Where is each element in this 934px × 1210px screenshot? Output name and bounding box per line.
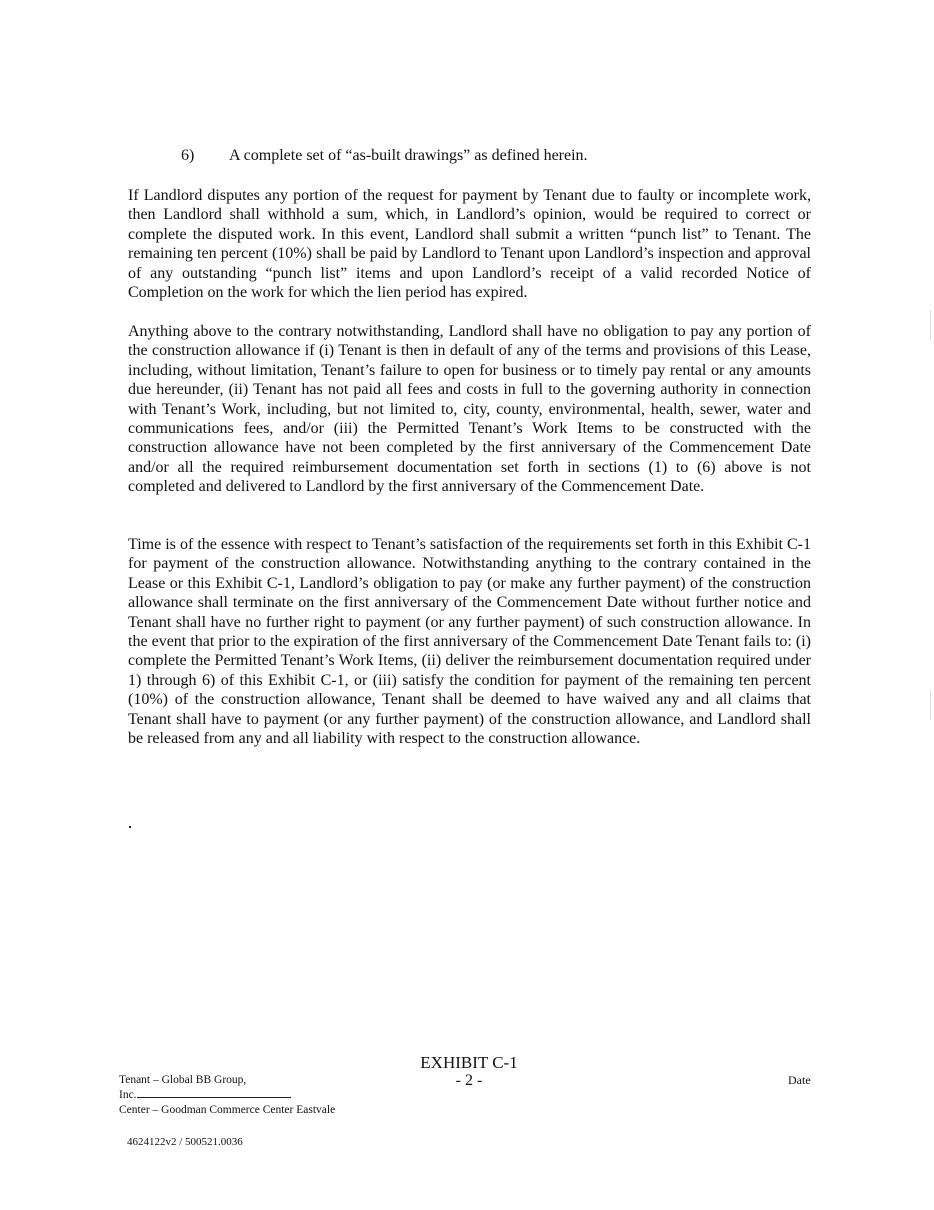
center-line: Center – Goodman Commerce Center Eastvale <box>119 1103 336 1116</box>
page-number: - 2 - <box>455 1072 483 1089</box>
scan-artifact <box>930 690 931 720</box>
paragraph-time-of-essence: Time is of the essence with respect to Tenant’s satisfaction of the requirements set forth in this Exhibit C-1 for payment of the construction allowance. Notwithstanding anything to the contrary contained in the Lease or this Exhibit C-1, Landlord’s obligation to pay (or make any further payment) of the construction allowance shall terminate on the first anniversary of the Commencement Date without further notice and Tenant shall have no further right to payment (or any further payment) of such construction allowance. In the event that prior to the expiration of the first anniversary of the Commencement Date Tenant fails to: (i) complete the Permitted Tenant’s Work Items, (ii) deliver the reimbursement documentation required under 1) through 6) of this Exhibit C-1, or (iii) satisfy the condition for payment of the remaining ten percent (10%) of the construction allowance, Tenant shall be deemed to have waived any and all claims that Tenant shall have to payment (or any further payment) of the construction allowance, and Landlord shall be released from any and all liability with respect to the construction allowance. <box>128 536 811 748</box>
stray-mark <box>129 826 131 828</box>
list-item-text: A complete set of “as-built drawings” as defined herein. <box>229 147 588 164</box>
exhibit-title: EXHIBIT C-1 <box>420 1053 518 1072</box>
tenant-inc: Inc. <box>119 1089 137 1102</box>
list-item-6 <box>181 146 588 165</box>
footer-tenant-info <box>119 1073 335 1117</box>
document-id: 4624122v2 / 500521.0036 <box>127 1136 243 1148</box>
paragraph-no-obligation: Anything above to the contrary notwithstanding, Landlord shall have no obligation to pay any portion of the construction allowance if (i) Tenant is then in default of any of the terms and provisions of this Lease, including, without limitation, Tenant’s failure to open for business or to timely pay rental or any amounts due hereunder, (ii) Tenant has not paid all fees and costs in full to the governing authority in connection with Tenant’s Work, including, but not limited to, city, county, environmental, health, sewer, water and communications fees, and/or (iii) the Permitted Tenant’s Work Items to be constructed with the construction allowance have not been completed by the first anniversary of the Commencement Date and/or all the required reimbursement documentation set forth in sections (1) to (6) above is not completed and delivered to Landlord by the first anniversary of the Commencement Date. <box>128 323 811 496</box>
scan-artifact <box>930 310 931 340</box>
list-item-number: 6) <box>181 147 195 164</box>
tenant-line-continued <box>119 1087 335 1102</box>
signature-underline <box>137 1087 291 1098</box>
date-label: Date <box>788 1073 811 1087</box>
tenant-line: Tenant – Global BB Group, <box>119 1074 247 1086</box>
paragraph-punch-list: If Landlord disputes any portion of the request for payment by Tenant due to faulty or incomplete work, then Landlord shall withhold a sum, which, in Landlord’s opinion, would be required to correct or complete the disputed work. In this event, Landlord shall submit a written “punch list” to Tenant. The remaining ten percent (10%) shall be paid by Landlord to Tenant upon Landlord’s inspection and approval of any outstanding “punch list” items and upon Landlord’s receipt of a valid recorded Notice of Completion on the work for which the lien period has expired. <box>128 187 811 302</box>
